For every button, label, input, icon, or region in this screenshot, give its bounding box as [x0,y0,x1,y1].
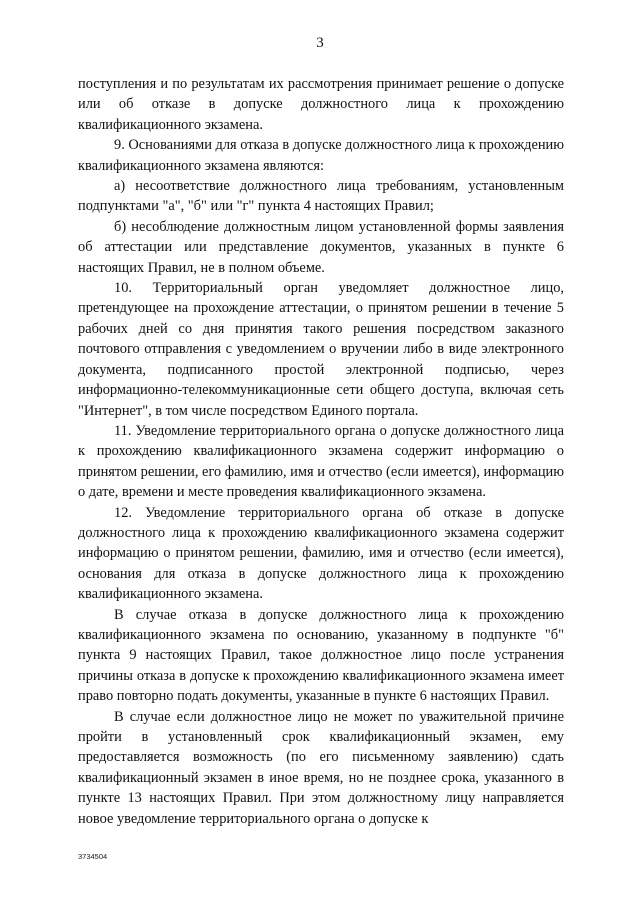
paragraph-12: 12. Уведомление территориального органа об отказе в допуске должностного лица к прохождению квалификационного экзамена содержит информацию о принятом решении, фамилию, имя и отчество (если имеется), основания для отказа в допуске должностного лица к прохождению квалификационного экзамена. [78,504,564,603]
paragraph-9a: а) несоответствие должностного лица требованиям, установленным подпунктами "а", "б" или "г" пункта 4 настоящих Правил; [78,178,564,215]
document-code: 3734504 [78,852,108,861]
paragraph-11: 11. Уведомление территориального органа о допуске должностного лица к прохождению квалификационного экзамена содержит информацию о принятом решении, его фамилию, имя и отчество (если имеется), информацию о дате, времени и месте проведения квалификационного экзамена. [78,422,564,501]
paragraph-continuation: поступления и по результатам их рассмотрения принимает решение о допуске или об отказе в допуске должностного лица к прохождению квалификационного экзамена. [78,76,564,133]
paragraph-10: 10. Территориальный орган уведомляет должностное лицо, претендующее на прохождение аттестации, о принятом решении в течение 5 рабочих дней со дня принятия такого решения посредством заказного почтового отправления с уведомлением о вручении либо в виде электронного документа, подписанного простой электронной подписью, через информационно-телекоммуникационные сети общего доступа, включая сеть "Интернет", в том числе посредством Единого портала. [78,280,564,419]
paragraph-12-valid-reason: В случае если должностное лицо не может по уважительной причине пройти в установленный срок квалификационный экзамен, ему предоставляется возможность (по его письменному заявлению) сдать квалификационный экзамен в иное время, но не позднее срока, указанного в пункте 13 настоящих Правил. При этом должностному лицу направляется новое уведомление территориального органа о допуске к [78,708,564,827]
document-body [78,74,564,829]
paragraph-9b: б) несоблюдение должностным лицом установленной формы заявления об аттестации или представление документов, указанных в пункте 6 настоящих Правил, не в полном объеме. [78,218,564,276]
paragraph-9: 9. Основаниями для отказа в допуске должностного лица к прохождению квалификационного экзамена являются: [78,137,564,174]
page-number: 3 [316,35,324,51]
paragraph-12-refusal: В случае отказа в допуске должностного лица к прохождению квалификационного экзамена по основанию, указанному в подпункте "б" пункта 9 настоящих Правил, такое должностное лицо после устранения причины отказа в допуске к прохождению квалификационного экзамена имеет право повторно подать документы, указанные в пункте 6 настоящих Правил. [78,606,564,705]
